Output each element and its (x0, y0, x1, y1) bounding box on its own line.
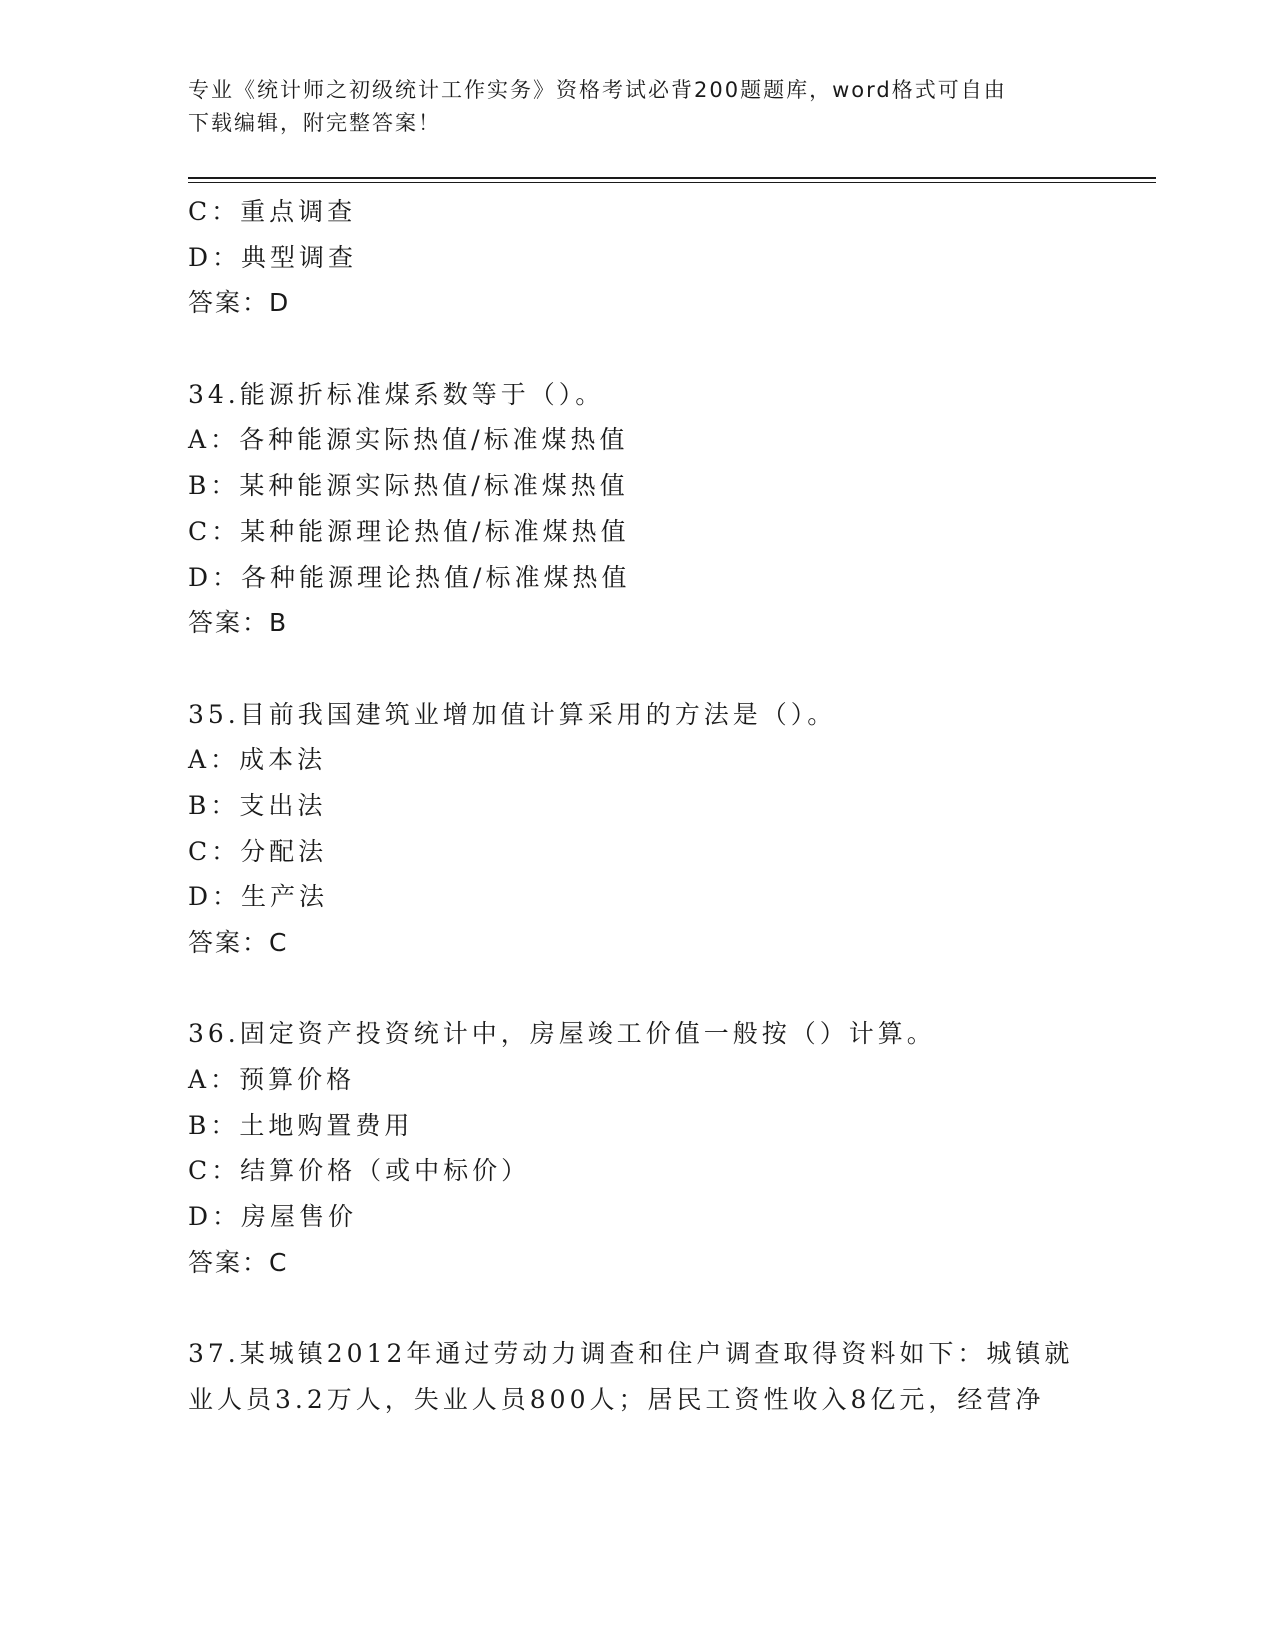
option-a (188, 1057, 1088, 1103)
option-text: 结算价格（或中标价） (240, 1156, 531, 1186)
spacer (188, 326, 1088, 372)
header-line-1: 专业《统计师之初级统计工作实务》资格考试必背200题题库，word格式可自由 (188, 78, 1007, 102)
option-a (188, 737, 1088, 783)
header-divider-thick (188, 177, 1156, 179)
question-stem-line-1: 37.某城镇2012年通过劳动力调查和住户调查取得资料如下：城镇就 (188, 1339, 1074, 1369)
option-d (188, 1194, 1088, 1240)
document-header (188, 74, 1088, 140)
question-37 (188, 1331, 1088, 1422)
option-text: 分配法 (240, 836, 328, 866)
option-label: B： (188, 790, 240, 820)
option-label: C： (188, 197, 241, 226)
document-body (188, 189, 1088, 1423)
option-label: D： (188, 562, 242, 592)
answer: 答案：B (188, 608, 289, 638)
answer: 答案：D (188, 288, 291, 318)
header-divider-thin (188, 182, 1156, 183)
option-text: 房屋售价 (241, 1202, 358, 1232)
option-c (188, 189, 1088, 235)
option-b (188, 463, 1088, 509)
option-text: 预算价格 (239, 1065, 356, 1095)
spacer (188, 646, 1088, 692)
question-35 (188, 692, 1088, 966)
option-text: 典型调查 (241, 242, 358, 272)
question-stem: 34.能源折标准煤系数等于（）。 (188, 379, 605, 409)
option-b (188, 1103, 1088, 1149)
option-label: B： (188, 471, 240, 501)
option-text: 重点调查 (240, 197, 357, 226)
option-text: 某种能源实际热值/标准煤热值 (239, 471, 629, 501)
option-d (188, 555, 1088, 601)
option-label: D： (188, 242, 242, 272)
option-d (188, 235, 1088, 281)
option-text: 生产法 (241, 882, 329, 912)
option-text: 支出法 (239, 790, 327, 820)
option-c (188, 829, 1088, 875)
option-text: 成本法 (239, 745, 327, 775)
spacer (188, 1286, 1088, 1332)
question-stem: 35.目前我国建筑业增加值计算采用的方法是（）。 (188, 699, 837, 729)
option-d (188, 874, 1088, 920)
question-36 (188, 1011, 1088, 1285)
answer: 答案：C (188, 1247, 289, 1277)
answer: 答案：C (188, 928, 289, 957)
header-line-2: 下载编辑，附完整答案！ (188, 111, 441, 135)
option-label: C： (188, 516, 241, 546)
option-label: A： (188, 745, 240, 775)
option-text: 某种能源理论热值/标准煤热值 (240, 516, 630, 546)
option-text: 各种能源理论热值/标准煤热值 (241, 562, 631, 592)
option-text: 各种能源实际热值/标准煤热值 (239, 425, 629, 455)
option-label: C： (188, 836, 241, 866)
option-text: 土地购置费用 (239, 1110, 414, 1140)
option-label: B： (188, 1110, 240, 1140)
option-label: D： (188, 1202, 242, 1232)
question-34 (188, 372, 1088, 646)
option-a (188, 417, 1088, 463)
option-c (188, 1148, 1088, 1194)
question-stem: 36.固定资产投资统计中，房屋竣工价值一般按（）计算。 (188, 1019, 936, 1049)
option-c (188, 509, 1088, 555)
option-b (188, 783, 1088, 829)
option-label: D： (188, 882, 242, 912)
option-label: A： (188, 1065, 240, 1095)
spacer (188, 966, 1088, 1012)
option-label: C： (188, 1156, 241, 1186)
option-label: A： (188, 425, 240, 455)
prev-question (188, 189, 1088, 326)
question-stem-line-2: 业人员3.2万人，失业人员800人；居民工资性收入8亿元，经营净 (188, 1384, 1045, 1414)
